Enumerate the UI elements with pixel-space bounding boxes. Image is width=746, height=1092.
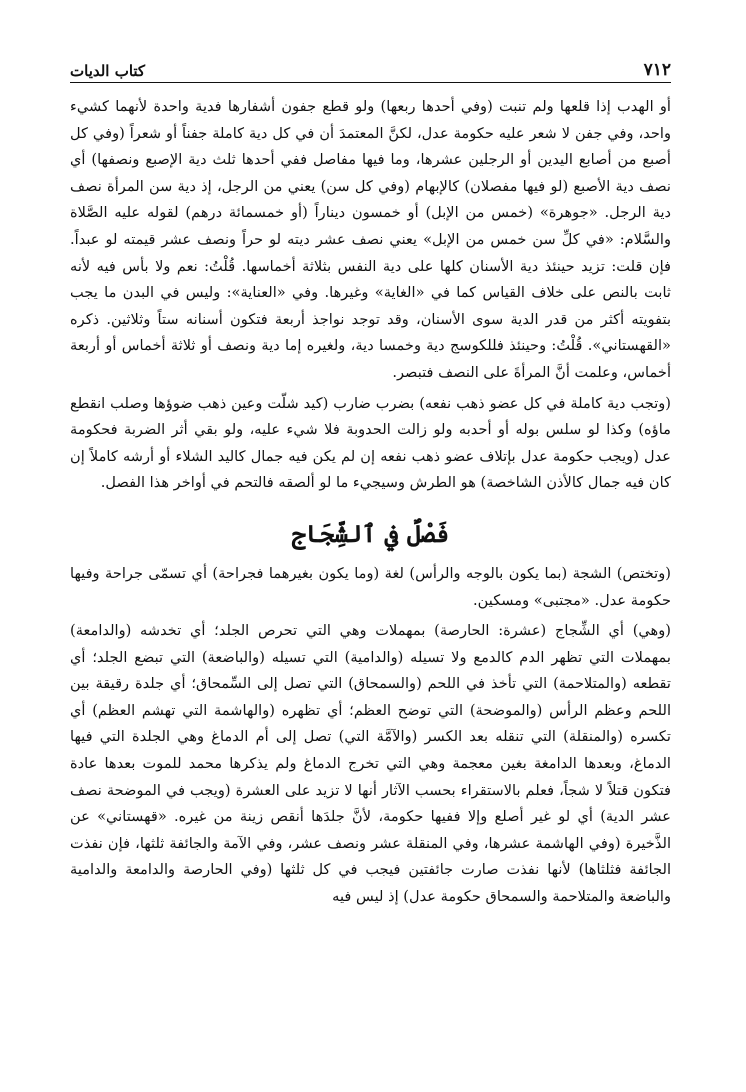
book-title: كتاب الديات — [70, 62, 146, 80]
paragraph-teeth-and-fingers: أو الهدب إذا قلعها ولم تنبت (وفي أحدها ربعها) ولو قطع جفون أشفارها فدية واحدة لأنهما كشيء واحد، وفي جفن لا شعر عليه حكومة عدل، لكنَّ المعتمدَ أن في كل دية كاملة جفناً أو شعراً (وفي كل أصبع من أصابع اليدين أو الرجلين عشرها، وما فيها مفاصل ففي أحدها ثلث دية الإصبع ونصفها) أي نصف دية الأصبع (لو فيها مفصلان) كالإبهام (وفي كل سن) يعني من الرجل، إذ دية سن المرأة نصف دية الرجل. «جوهرة» (خمس من الإبل) أو خمسون ديناراً (أو خمسمائة درهم) لقوله عليه الصَّلاة والسَّلام: «في كلِّ سن خمس من الإبل» يعني نصف عشر ديته لو حراً ونصف عشر قيمته لو عبداً. فإن قلت: تزيد حينئذ دية الأسنان كلها على دية النفس بثلاثة أخماسها. قُلْتُ: نعم ولا بأس فيه لأنه ثابت بالنص على خلاف القياس كما في «الغاية» وغيرها. وفي «العناية»: وليس في البدن ما يجب بتفويته أكثر من قدر الدية سوى الأسنان، وقد توجد نواجذ أربعة فتكون أسنانه ستاً وثلاثين. ذكره «القهستاني». قُلْتُ: وحينئذ فللكوسج دية وخمسا دية، ولغيره إما دية ونصف أو ثلاثة أخماس أو أربعة أخماس، وعلمت أنَّ المرأةَ على النصف فتبصر. — [70, 98, 671, 381]
paragraph-lost-function: (وتجب دية كاملة في كل عضو ذهب نفعه) بضرب ضارب (كيد شلّت وعين ذهب ضوؤها وصلب انقطع ماؤه) وكذا لو سلس بوله أو أحدبه ولو زالت الحدوبة فلا شيء عليه، ولو بقي أثر الضربة فحكومة عدل (ويجب حكومة عدل بإتلاف عضو ذهب نفعه إن لم يكن فيه جمال كاليد الشلاء أو أرشه كاملاً إن كان فيه جمال كالأذن الشاخصة) هو الطرش وسيجيء ما لو ألصقه فالتحم في أواخر هذا الفصل. — [70, 394, 671, 492]
paragraph-head-wound-types: (وهي) أي الشِّجاج (عشرة: الحارصة) بمهملات وهي التي تحرص الجلد؛ أي تخدشه (والدامعة) بمهملات التي تظهر الدم كالدمع ولا تسيله (والدامية) التي تسيله (والباضعة) التي تبضع الجلد؛ أي تقطعه (والمتلاحمة) التي تأخذ في اللحم (والسمحاق) التي تصل إلى السِّمحاق؛ أي جلدة رقيقة بين اللحم وعظم الرأس (والموضحة) التي توضح العظم؛ أي تظهره (والهاشمة التي تهشم العظم) أي تكسره (والمنقلة) التي تنقله بعد الكسر (والآمَّة التي) تصل إلى أم الدماغ وهي الجلدة التي فيها الدماغ، وبعدها الدامغة بغين معجمة وهي التي تخرج الدماغ ولم يذكرها محمد للموت بعدها عادة فتكون قتلاً لا شجاً، فعلم بالاستقراء بحسب الآثار أنها لا تزيد على العشرة (ويجب في الموضحة نصف عشر الدية) أي لو غير أصلع وإلا ففيها حكومة، لأنَّ جلدَها أنقص زينة من غيره. «قهستاني» عن الذَّخيرة (وفي الهاشمة عشرها، وفي المنقلة عشر ونصف عشر، وفي الآمة والجائفة ثلثها، فإن نفذت الجائفة فثلثاها) لأنها نفذت صارت جائفتين فيجب في كل ثلثها (وفي الحارصة والدامعة والدامية والباضعة والمتلاحمة والسمحاق حكومة عدل) إذ ليس فيه — [70, 622, 671, 906]
paragraph-definition: (وتختص) الشجة (بما يكون بالوجه والرأس) لغة (وما يكون بغيرهما فجراحة) أي تسمّى جراحة وفيها حكومة عدل. «مجتبى» ومسكين. — [70, 564, 671, 609]
page-number: ٧١٢ — [643, 60, 671, 80]
running-header — [70, 60, 671, 83]
page-body — [70, 94, 671, 911]
section-heading: فَصْلٌ في ٱلشِّجَاج — [291, 518, 450, 548]
